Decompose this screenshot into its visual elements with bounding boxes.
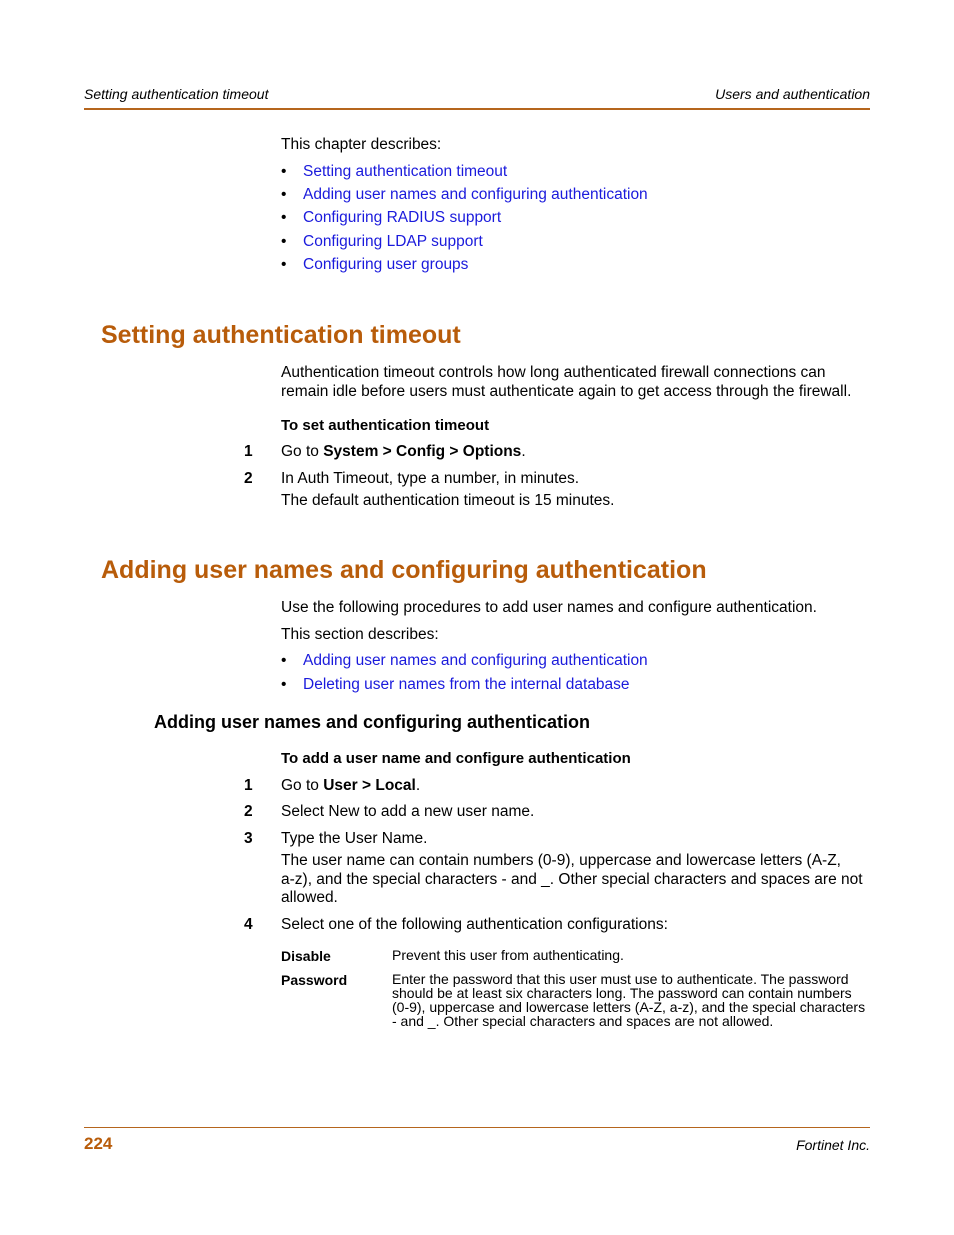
section-heading-adding-user-names: Adding user names and configuring authentication (101, 556, 707, 584)
running-header-left: Setting authentication timeout (84, 86, 269, 102)
table-term: Disable (281, 948, 331, 964)
footer-rule (84, 1127, 870, 1128)
table-term: Password (281, 972, 348, 988)
step-text: Go to User > Local. (281, 777, 421, 794)
subsection-heading: Adding user names and configuring authentication (154, 712, 591, 732)
step-text: Type the User Name. (281, 830, 428, 847)
running-header-right: Users and authentication (715, 86, 870, 102)
section-describes: This section describes: (281, 626, 439, 643)
section2-paragraph: Use the following procedures to add user names and configure authentication. (281, 599, 817, 616)
intro-text: This chapter describes: (281, 136, 442, 153)
section-heading-auth-timeout: Setting authentication timeout (101, 321, 461, 349)
menu-path: User > Local (323, 777, 416, 794)
step-text: In Auth Timeout, type a number, in minutes. (281, 470, 580, 487)
step-number: 2 (244, 803, 253, 820)
step-note: The default authentication timeout is 15 minutes. (281, 492, 615, 509)
link-setting-auth-timeout[interactable]: Setting authentication timeout (303, 163, 508, 180)
procedure-title: To set authentication timeout (281, 417, 490, 434)
link-adding-user-names[interactable]: Adding user names and configuring authentication (303, 652, 648, 669)
link-user-groups[interactable]: Configuring user groups (303, 256, 469, 273)
footer-company: Fortinet Inc. (796, 1137, 870, 1153)
step-note: The user name can contain numbers (0-9), uppercase and lowercase letters (A-Z, a-z), and the special characters - and _. Other special characters and spaces are not allowed. (281, 852, 863, 906)
step-number: 4 (244, 916, 253, 933)
step-text: Select New to add a new user name. (281, 803, 535, 820)
step-text: Select one of the following authentication configurations: (281, 916, 668, 933)
procedure-title: To add a user name and configure authentication (281, 750, 631, 767)
step-number: 1 (244, 777, 253, 794)
table-definition: Prevent this user from authenticating. (392, 947, 624, 963)
table-definition: Enter the password that this user must use to authenticate. The password should be at least six characters long. The password can contain numbers (0-9), uppercase and lowercase letters (A-Z, a-z), and the special characters - and _. Other special characters and spaces are not allowed. (392, 971, 866, 1029)
page-number: 224 (84, 1134, 113, 1153)
header-rule (84, 108, 870, 110)
link-deleting-user-names[interactable]: Deleting user names from the internal database (303, 676, 630, 693)
link-ldap-support[interactable]: Configuring LDAP support (303, 233, 483, 250)
step-number: 1 (244, 443, 253, 460)
section1-paragraph: Authentication timeout controls how long authenticated firewall connections can remain idle before users must authenticate again to get access through the firewall. (281, 364, 852, 400)
link-radius-support[interactable]: Configuring RADIUS support (303, 209, 502, 226)
step-text: Go to System > Config > Options. (281, 443, 526, 460)
step-number: 2 (244, 470, 253, 487)
link-adding-user-names[interactable]: Adding user names and configuring authentication (303, 186, 648, 203)
menu-path: System > Config > Options (323, 443, 522, 460)
step-number: 3 (244, 830, 253, 847)
